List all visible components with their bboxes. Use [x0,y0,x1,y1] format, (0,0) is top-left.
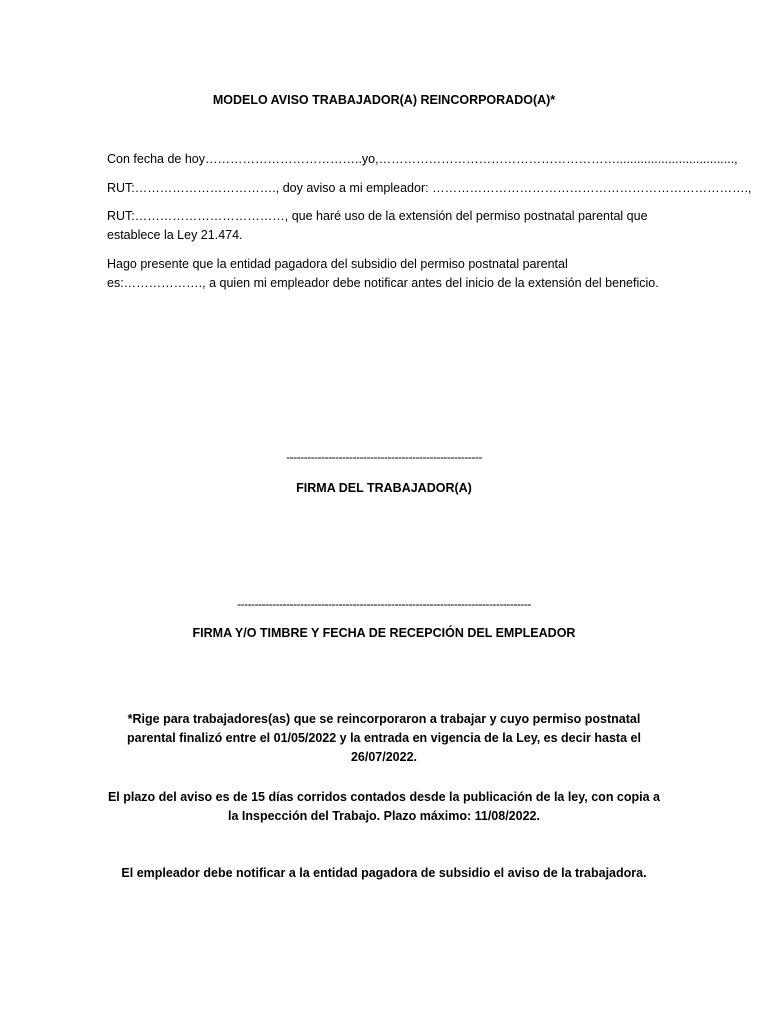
paragraph-paying-entity: Hago presente que la entidad pagadora del subsidio del permiso postnatal parental es:………………., a quien mi empleador debe notificar antes del inicio de la extensión del beneficio. [107,257,659,290]
note-applicability: *Rige para trabajadores(as) que se reincorporaron a trabajar y cuyo permiso postnatal parental finalizó entre el 01/05/2022 y la entrada en vigencia de la Ley, es decir hasta el 26/07/2022. [127,712,641,764]
note-deadline: El plazo del aviso es de 15 días corridos contados desde la publicación de la ley, con copia a la Inspección del Trabajo. Plazo máximo: 11/08/2022. [107,790,661,823]
employer-signature-line: ------------------------------------------------------------------------------------ [237,597,531,611]
employer-signature-label: FIRMA Y/O TIMBRE Y FECHA DE RECEPCIÓN DEL EMPLEADOR [192,626,576,640]
document-title: MODELO AVISO TRABAJADOR(A) REINCORPORADO(A)* [212,93,556,107]
paragraph-rut-employer: RUT:……………………………., doy aviso a mi empleador: …………………………………………………………………., [107,181,752,195]
worker-signature-line: -------------------------------------------------------- [286,450,482,464]
paragraph-date-name: Con fecha de hoy………………………………..yo,………………………………………………….................................., [107,152,738,166]
paragraph-rut-extension: RUT:………………………………, que haré uso de la extensión del permiso postnatal parental que establece la Ley 21.474. [107,209,648,242]
note-employer-duty: El empleador debe notificar a la entidad pagadora de subsidio el aviso de la trabajadora. [121,866,647,880]
worker-signature-label: FIRMA DEL TRABAJADOR(A) [296,481,472,495]
